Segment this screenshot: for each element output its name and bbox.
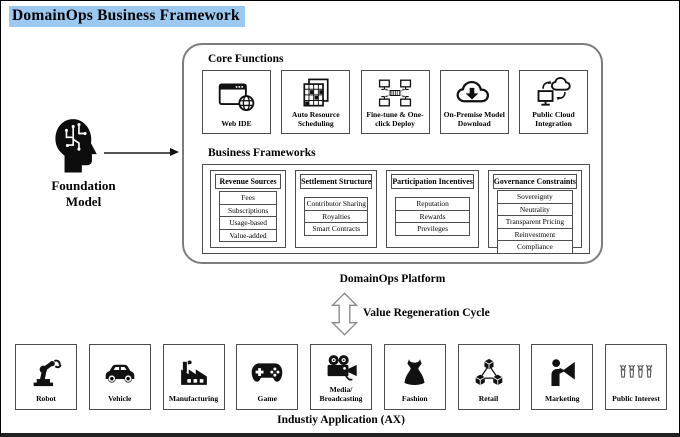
browser-globe-icon [218,71,256,120]
core-function-label: On-Premise Model Download [443,110,505,129]
application-card [310,344,372,410]
car-icon [103,345,137,395]
application-card [163,344,225,410]
framework-item: Compliance [497,240,573,254]
cycle-label: Value Regeneration Cycle [363,307,490,319]
video-camera-icon [325,345,358,386]
framework-item: Previleges [395,222,469,236]
industry-application-label: Industiy Application (AX) [277,414,405,426]
framework-item: Transparent Pricing [497,215,573,229]
framework-column [488,170,582,251]
core-function-label: Web IDE [221,119,252,129]
framework-item: Royalties [304,210,368,224]
applications-row [15,344,667,410]
framework-item-list [497,191,573,254]
cloud-download-icon [456,71,493,111]
framework-item: Usage-based [219,216,277,230]
application-label: Marketing [544,394,580,404]
business-frameworks-title: Business Frameworks [208,147,316,159]
framework-item-list [219,191,277,243]
framework-item: Reinvestment [497,228,573,242]
application-card [236,344,298,410]
platform-label: DomainOps Platform [339,273,446,285]
page-title: DomainOps Business Framework [9,6,245,27]
application-label: Fashion [401,394,428,404]
core-function-card [440,70,509,134]
core-function-label: Auto Resource Scheduling [291,110,340,129]
cloud-sync-monitor-icon [537,71,571,111]
core-function-label: Public Cloud Integration [532,110,575,129]
application-card [605,344,667,410]
framework-item: Sovereignty [497,190,573,204]
framework-item: Fees [219,191,277,205]
domainops-platform-panel [182,43,603,264]
application-label: Public Interest [612,394,660,404]
core-function-card [281,70,350,134]
network-deploy-icon [377,71,413,111]
arrow-line [104,152,173,154]
framework-item: Subscriptions [219,204,277,218]
application-label: Retail [478,394,499,404]
framework-item: Contributor Sharing [304,197,368,211]
foundation-model-label: Foundation Model [51,178,116,209]
application-label: Media/ Broadcasting [319,385,363,404]
framework-item-list [395,191,469,243]
application-card [384,344,446,410]
core-functions-title: Core Functions [208,53,284,65]
factory-icon [178,345,210,395]
core-function-label: Fine-tune & One-click Deploy [366,110,424,129]
application-label: Manufacturing [168,394,219,404]
framework-item: Value-added [219,229,277,243]
framework-column-header: Participation Incentives [391,174,473,189]
framework-column [295,170,377,248]
head-circuit-icon [53,117,103,175]
application-label: Vehicle [108,394,132,404]
framework-item: Reputation [395,197,469,211]
gamepad-icon [250,345,284,395]
dress-icon [402,345,427,395]
framework-column-header: Settlement Structure [300,174,372,189]
application-label: Robot [36,394,56,404]
double-arrow-icon [331,292,358,337]
core-function-card [361,70,430,134]
business-frameworks-box [202,164,590,254]
framework-item: Smart Contracts [304,222,368,236]
framework-item-list [304,191,368,243]
application-card [531,344,593,410]
calendar-schedule-icon [301,71,331,111]
framework-column-header: Revenue Sources [215,174,281,189]
megaphone-person-icon [548,345,577,395]
cubes-network-icon [474,345,504,395]
framework-item: Rewards [395,210,469,224]
application-card [89,344,151,410]
framework-column [210,170,286,248]
framework-column-header: Governance Constraints [493,174,577,189]
application-label: Game [257,394,277,404]
arrow-head-icon [170,148,179,156]
people-raised-hands-icon [618,345,655,395]
application-card [15,344,77,410]
core-functions-row [202,70,588,134]
core-function-card [202,70,271,134]
core-function-card [519,70,588,134]
framework-column [386,170,478,248]
framework-item: Neutrality [497,203,573,217]
application-card [458,344,520,410]
robot-arm-icon [30,345,62,395]
